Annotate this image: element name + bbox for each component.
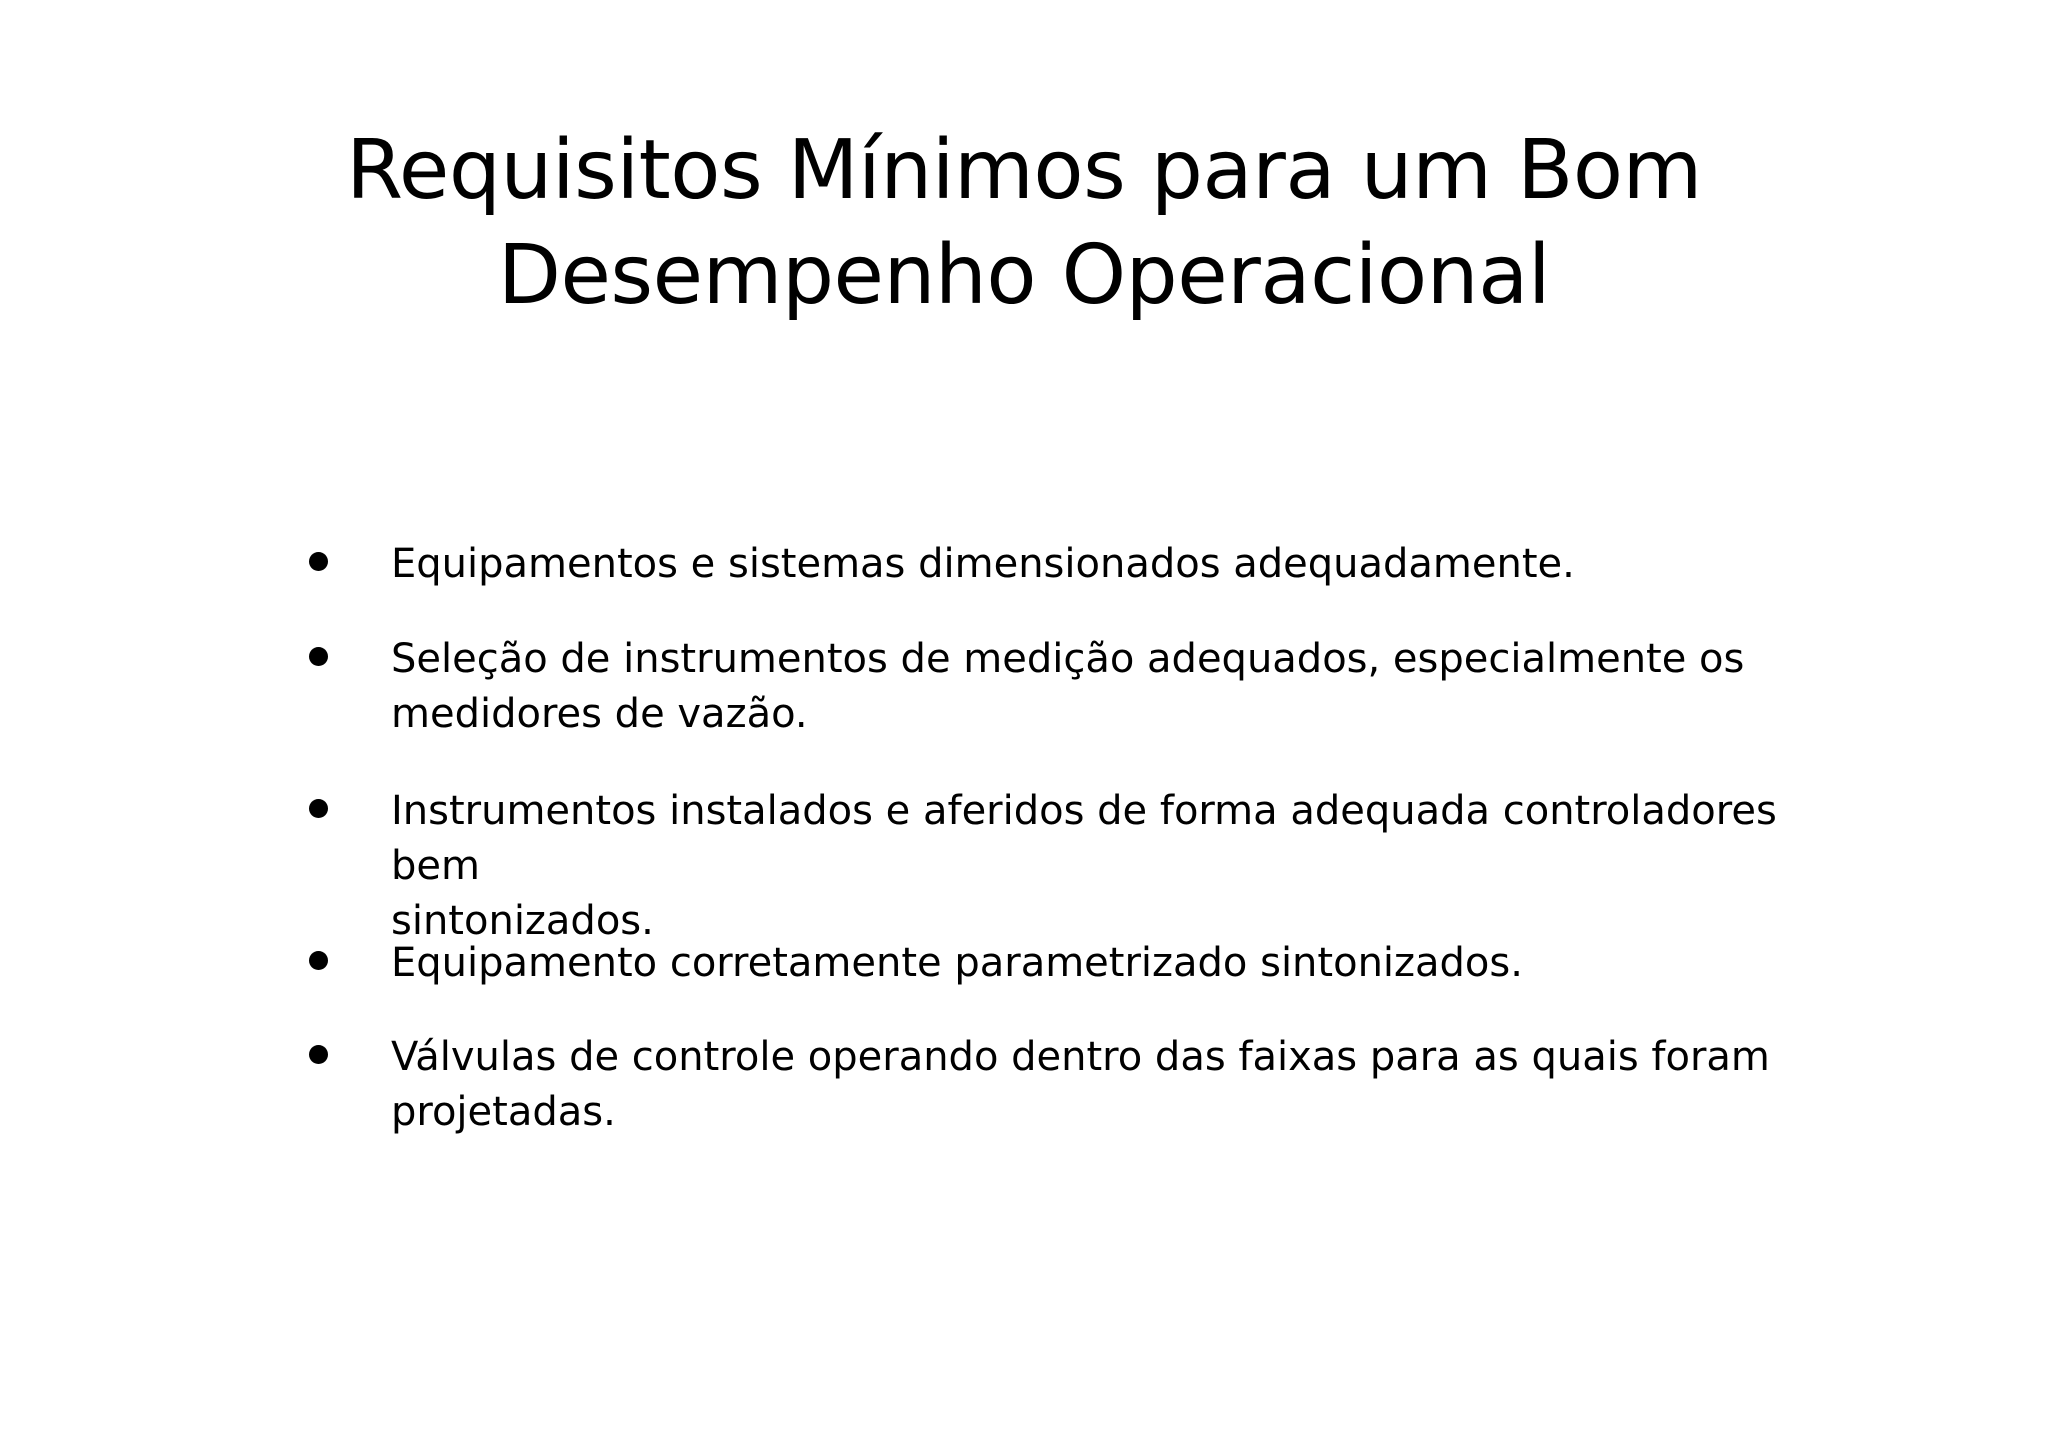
bullet-text-line-1: Instrumentos instalados e aferidos de forma adequada controladores bem: [391, 788, 1777, 889]
slide-title-line-2: Desempenho Operacional: [497, 228, 1551, 323]
bullet-item: [391, 632, 1791, 742]
bullet-text-line-1: Válvulas de controle operando dentro das faixas para as quais foram: [391, 1034, 1770, 1080]
bullet-dot-icon: [309, 951, 328, 970]
bullet-text-line-2: sintonizados.: [391, 898, 654, 944]
bullet-text-line-2: projetadas.: [391, 1089, 616, 1135]
bullet-dot-icon: [309, 799, 328, 818]
bullet-item: [391, 537, 1791, 592]
bullet-text-line-1: Equipamentos e sistemas dimensionados adequadamente.: [391, 541, 1575, 587]
bullet-dot-icon: [309, 552, 328, 571]
bullet-item: [391, 1030, 1791, 1140]
bullet-text-line-2: medidores de vazão.: [391, 691, 808, 737]
bullet-text-line-1: Seleção de instrumentos de medição adequados, especialmente os: [391, 636, 1745, 682]
bullet-item: [391, 936, 1791, 991]
bullet-text-line-1: Equipamento corretamente parametrizado sintonizados.: [391, 940, 1523, 986]
bullet-item: [391, 784, 1791, 949]
slide-title-line-1: Requisitos Mínimos para um Bom: [346, 123, 1702, 218]
bullet-dot-icon: [309, 647, 328, 666]
bullet-dot-icon: [309, 1045, 328, 1064]
